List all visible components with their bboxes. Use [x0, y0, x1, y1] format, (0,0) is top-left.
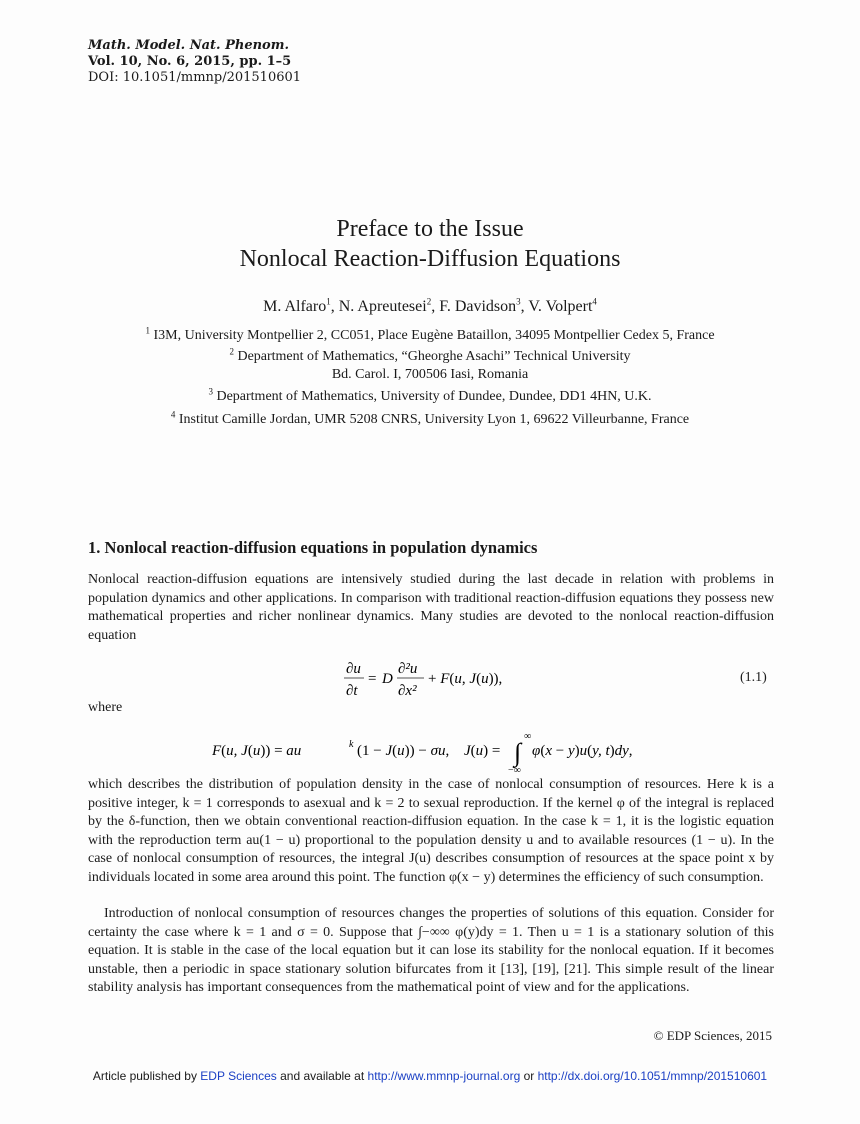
equation-definition — [212, 729, 662, 780]
svg-text:∂u: ∂u — [346, 661, 361, 677]
author-4: V. Volpert — [528, 298, 593, 315]
svg-text:J(u) =: J(u) = — [464, 743, 501, 759]
equation-definition-graphic — [212, 729, 662, 775]
svg-text:F(u, J(u)) = au: F(u, J(u)) = au — [212, 743, 302, 759]
title-line-1: Preface to the Issue — [336, 216, 524, 242]
journal-name: Math. Model. Nat. Phenom. — [88, 38, 289, 53]
svg-text:k: k — [349, 739, 354, 750]
svg-text:∞: ∞ — [524, 731, 532, 742]
author-4-sup: 4 — [592, 296, 597, 307]
paper-title — [0, 214, 860, 274]
section-heading: 1. Nonlocal reaction-diffusion equations in population dynamics — [88, 538, 538, 557]
svg-text:+ F(u, J(u)),: + F(u, J(u)), — [428, 671, 503, 687]
where-text: where — [88, 700, 123, 715]
doi-url-link[interactable]: http://dx.doi.org/10.1051/mmnp/201510601 — [537, 1069, 768, 1083]
copyright-notice: © EDP Sciences, 2015 — [653, 1028, 772, 1043]
equation-number: (1.1) — [740, 670, 767, 685]
affiliation-2: $^2$ Department of Mathematics, “Gheorghe Asachi” Technical University Bd. Carol. I, 700506 Iasi, Romania — [229, 346, 631, 382]
author-1-sup: 1 — [326, 296, 331, 307]
svg-text:∂²u: ∂²u — [398, 661, 418, 677]
svg-text:∂t: ∂t — [346, 683, 358, 699]
author-2: N. Apreutesei — [338, 298, 427, 315]
affiliation-4: $^4$ Institut Camille Jordan, UMR 5208 CNRS, University Lyon 1, 69622 Villeurbanne, France — [170, 409, 690, 427]
affiliation-3: $^3$ Department of Mathematics, University of Dundee, Dundee, DD1 4HN, U.K. — [208, 386, 652, 404]
author-2-sup: 2 — [426, 296, 432, 307]
svg-text:∫: ∫ — [514, 738, 522, 767]
paragraph-1: Nonlocal reaction-diffusion equations are intensively studied during the last decade in relation with problems in population dynamics and other applications. In comparison with traditional reaction-diffusion equations they possess new mathematical properties and richer nonlinear dynamics. Many studies are devoted to the nonlocal reaction-diffusion equation — [88, 572, 774, 643]
svg-text:−∞: −∞ — [508, 765, 521, 775]
equation-1-1 — [342, 657, 542, 706]
svg-text:φ(x − y)u(y, t)dy,: φ(x − y)u(y, t)dy, — [532, 743, 633, 759]
author-1: M. Alfaro — [263, 298, 327, 315]
publisher-link[interactable]: EDP Sciences — [200, 1069, 277, 1083]
journal-doi: DOI: 10.1051/mmnp/201510601 — [88, 70, 302, 85]
svg-text:(1 − J(u)) − σu,: (1 − J(u)) − σu, — [357, 743, 450, 759]
title-line-2: Nonlocal Reaction-Diffusion Equations — [239, 246, 621, 272]
svg-text:D: D — [382, 671, 393, 687]
journal-header — [88, 38, 301, 86]
journal-url-link[interactable]: http://www.mmnp-journal.org — [367, 1069, 521, 1083]
affiliation-1: $^1$ I3M, University Montpellier 2, CC051, Place Eugène Bataillon, 34095 Montpellier Cedex 5, France — [145, 325, 715, 343]
svg-text:∂x²: ∂x² — [398, 683, 417, 699]
paragraph-2: which describes the distribution of population density in the case of nonlocal consumption of resources. Here k is a positive integer, k = 1 corresponds to asexual and k = 2 to sexual reproduction. If the kernel φ of the integral is replaced by the δ-function, then we obtain conventional reaction-diffusion equation. In the case k = 1, it is the logistic equation with the reproduction term au(1 − u) proportional to the population density u and to available resources (1 − u). In the case of nonlocal consumption of resources, the integral J(u) describes consumption of resources at the space point x by individuals located in some area around this point. The function φ(x − y) determines the efficiency of such consumption. — [88, 777, 774, 885]
author-list: M. Alfaro$^1$, N. Apreutesei$^2$, F. Davidson$^3$, V. Volpert$^4$ — [263, 296, 597, 315]
journal-volume: Vol. 10, No. 6, 2015, pp. 1–5 — [88, 54, 292, 69]
paragraph-3: Introduction of nonlocal consumption of resources changes the properties of solutions of this equation. Consider for certainty the case where k = 1 and σ = 0. Suppose that ∫−∞∞ φ(y)dy = 1. Then u = 1 is a stationary solution of this equation. It is stable in the case of the local equation but it can lose its stability for the nonlocal equation. If it becomes unstable, then a periodic in space stationary solution bifurcates from it [13], [19], [21]. This simple result of the linear stability analysis has important consequences from the mathematical point of view and for the applications. — [88, 906, 774, 996]
footer-note: Article published by EDP Sciences and available at http://www.mmnp-journal.org or http://dx.doi.org/10.1051/mmnp/201510601 — [92, 1069, 768, 1083]
svg-text:=: = — [368, 671, 377, 687]
equation-1-1-graphic — [342, 657, 542, 701]
author-3-sup: 3 — [516, 296, 521, 307]
author-3: F. Davidson — [439, 298, 517, 315]
